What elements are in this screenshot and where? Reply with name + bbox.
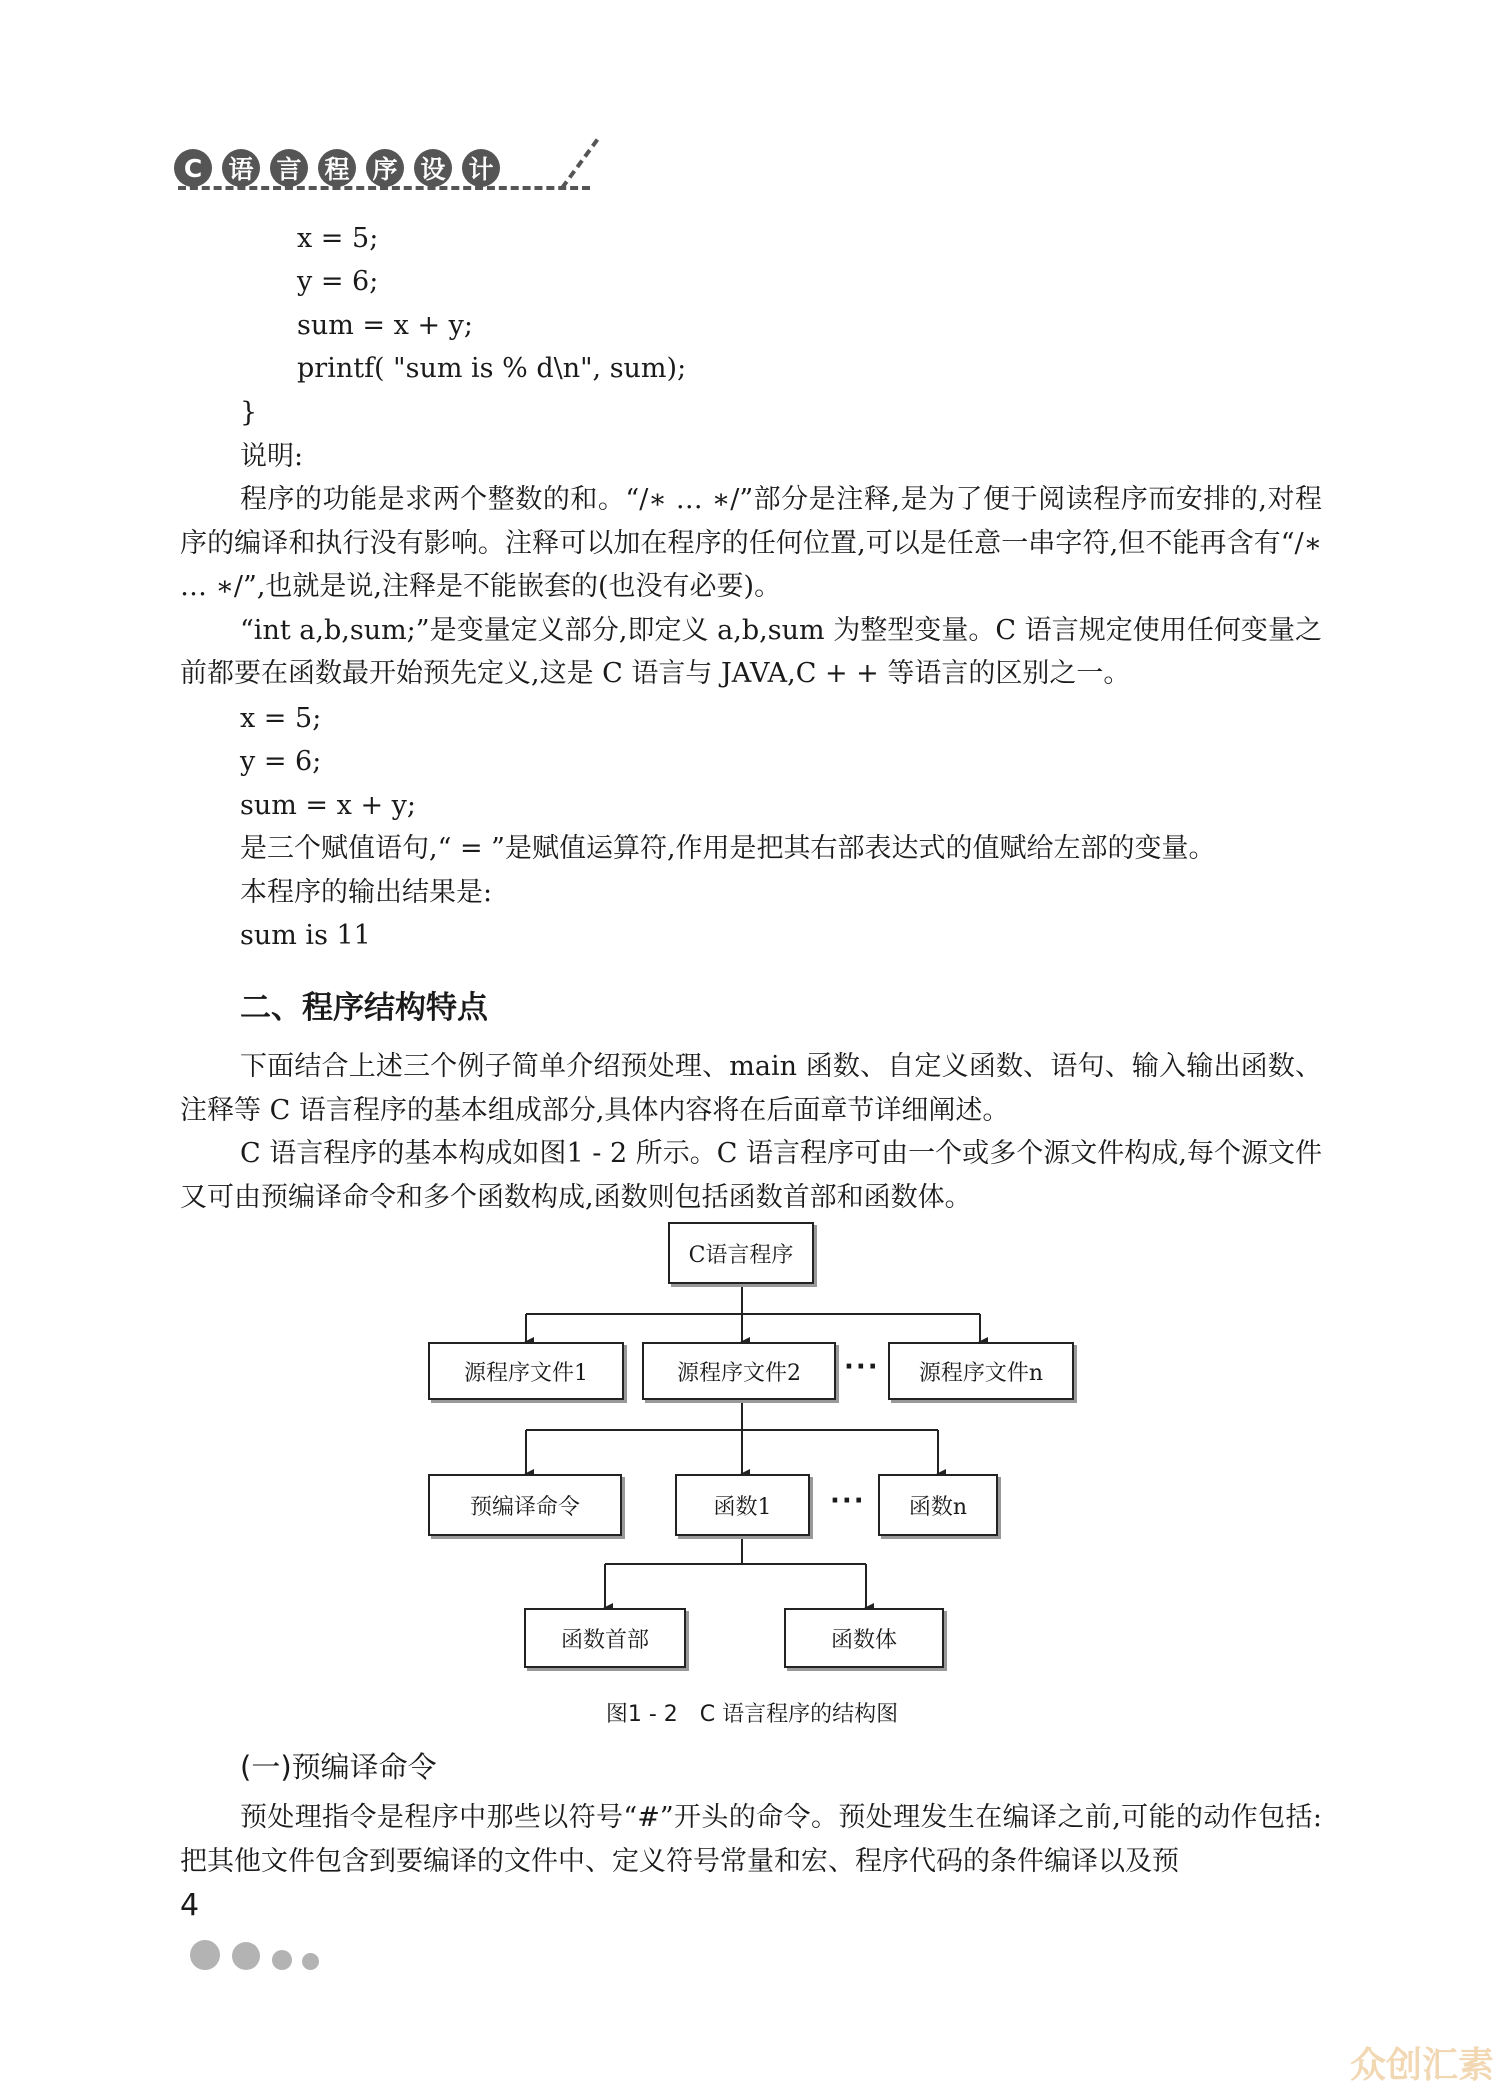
watermark: 众创汇素: [1349, 2045, 1494, 2086]
footer-dot-decoration: [302, 1953, 319, 1970]
diagram-connectors: [420, 1222, 1080, 1677]
explain-label: 说明:: [240, 441, 304, 472]
box-function-header: 函数首部: [524, 1608, 686, 1668]
code-line: x = 5;: [240, 703, 322, 734]
box-function-1: 函数1: [675, 1474, 810, 1536]
code-line: sum = x + y;: [297, 310, 474, 341]
subsection-title: (一)预编译命令: [240, 1750, 437, 1784]
output-value: sum is 11: [240, 920, 371, 951]
box-source-file-1: 源程序文件1: [428, 1342, 624, 1400]
code-line: sum = x + y;: [240, 790, 417, 821]
code-line: y = 6;: [240, 746, 322, 777]
header-char: 设: [414, 149, 452, 187]
body-text: [180, 1045, 1322, 1219]
header-slash-decoration: [556, 132, 606, 192]
header-char: 言: [270, 149, 308, 187]
paragraph: 下面结合上述三个例子简单介绍预处理、main 函数、自定义函数、语句、输入输出函数、注释等 C 语言程序的基本组成部分,具体内容将在后面章节详细阐述。: [180, 1051, 1322, 1126]
footer-dot-decoration: [232, 1942, 260, 1970]
structure-diagram: [420, 1222, 1080, 1677]
body-text: [180, 827, 1322, 871]
paragraph: “int a,b,sum;”是变量定义部分,即定义 a,b,sum 为整型变量。C 语言规定使用任何变量之前都要在函数最开始预先定义,这是 C 语言与 JAVA,C + + 等语言的区别之一。: [180, 614, 1322, 689]
footer-dot-decoration: [272, 1950, 292, 1970]
box-function-body: 函数体: [784, 1608, 944, 1668]
body-text: [180, 478, 1322, 696]
header-char: 程: [318, 149, 356, 187]
body-text: [180, 1796, 1322, 1883]
output-label: 本程序的输出结果是:: [240, 877, 493, 908]
code-line: x = 5;: [297, 223, 379, 254]
closing-brace: }: [240, 397, 258, 428]
footer-dot-decoration: [190, 1940, 220, 1970]
header-char: 语: [222, 149, 260, 187]
paragraph: 程序的功能是求两个整数的和。“/∗ … ∗/”部分是注释,是为了便于阅读程序而安排的,对程序的编译和执行没有影响。注释可以加在程序的任何位置,可以是任意一串字符,但不能再含有“/∗ … ∗/”,也就是说,注释是不能嵌套的(也没有必要)。: [180, 484, 1322, 602]
header-char: 计: [462, 149, 500, 187]
header-char: C: [174, 149, 212, 187]
figure-caption: 图1 - 2 C 语言程序的结构图: [605, 1702, 899, 1727]
paragraph: 是三个赋值语句,“ = ”是赋值运算符,作用是把其右部表达式的值赋给左部的变量。: [240, 833, 1216, 864]
paragraph: C 语言程序的基本构成如图1 - 2 所示。C 语言程序可由一个或多个源文件构成,每个源文件又可由预编译命令和多个函数构成,函数则包括函数首部和函数体。: [180, 1138, 1322, 1213]
code-line: printf( "sum is % d\n", sum);: [297, 353, 687, 384]
box-function-n: 函数n: [878, 1474, 998, 1536]
box-source-file-2: 源程序文件2: [642, 1342, 836, 1400]
header-rule: [178, 186, 590, 190]
box-c-program: C语言程序: [668, 1222, 814, 1284]
header-char: 序: [366, 149, 404, 187]
page-number: 4: [180, 1888, 200, 1923]
box-source-file-n: 源程序文件n: [888, 1342, 1074, 1400]
paragraph: 预处理指令是程序中那些以符号“#”开头的命令。预处理发生在编译之前,可能的动作包括:把其他文件包含到要编译的文件中、定义符号常量和宏、程序代码的条件编译以及预: [180, 1802, 1322, 1877]
code-line: y = 6;: [297, 266, 379, 297]
ellipsis: ···: [830, 1486, 866, 1516]
box-precompile-command: 预编译命令: [428, 1474, 622, 1536]
section-title: 二、程序结构特点: [240, 990, 488, 1026]
ellipsis: ···: [844, 1352, 880, 1382]
